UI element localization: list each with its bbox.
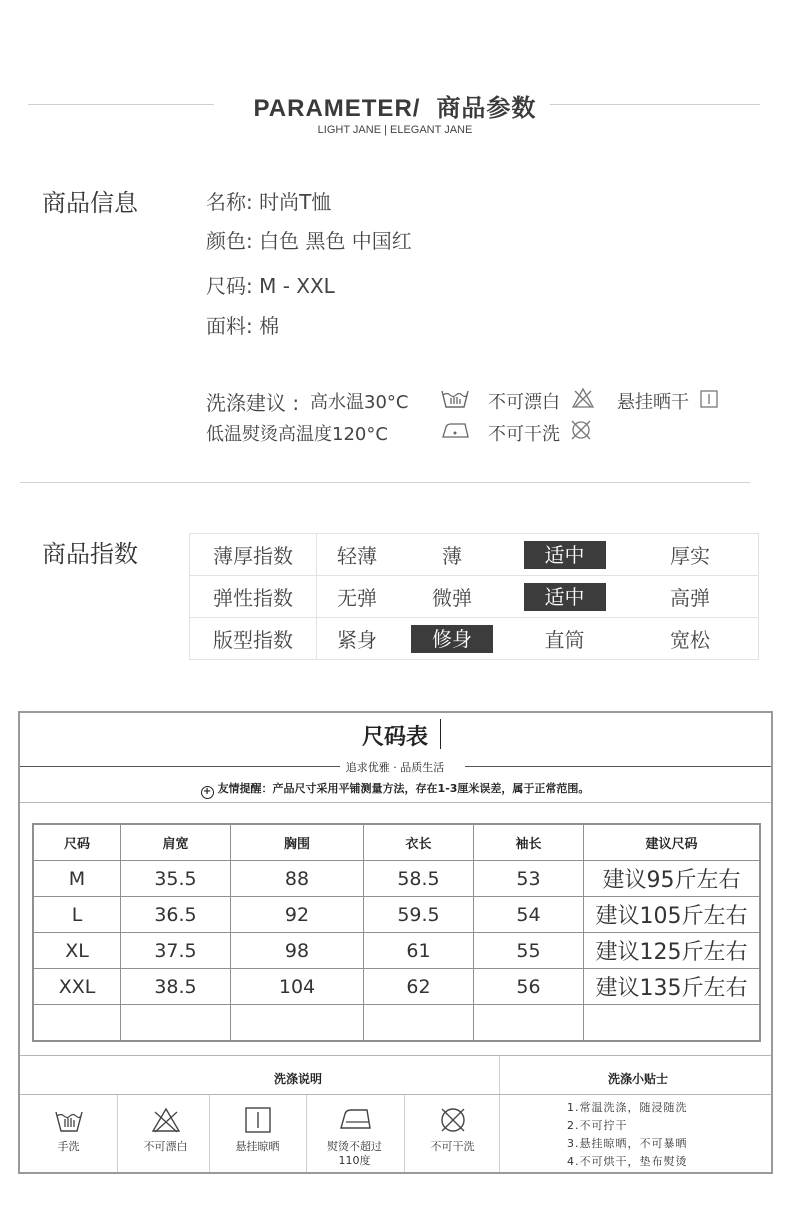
length-cell: 61 [364, 933, 474, 969]
chest-col-header: 胸围 [231, 824, 364, 861]
measure-tip [0, 780, 790, 799]
length-cell: 58.5 [364, 861, 474, 897]
product-fabric: 面料: 棉 [206, 314, 280, 338]
care-item-iron [306, 1096, 403, 1172]
shoulder-cell: 36.5 [121, 897, 231, 933]
tip-separator [20, 802, 771, 803]
care-tips-heading: 洗涤小贴士 [608, 1072, 669, 1086]
size-cell: M [33, 861, 121, 897]
no-bleach-text: 不可漂白 [488, 392, 560, 413]
care-item-no-bleach [117, 1096, 214, 1172]
no-bleach-icon [571, 387, 595, 409]
index-label: 薄厚指数 [190, 534, 317, 576]
sleeve-cell: 55 [474, 933, 584, 969]
index-option-selected: 适中 [524, 583, 606, 611]
length-cell: 59.5 [364, 897, 474, 933]
shoulder-cell: 38.5 [121, 969, 231, 1005]
title-cursor-mark [440, 719, 441, 749]
care-label-iron [306, 1140, 403, 1168]
length-col-header: 衣长 [364, 824, 474, 861]
hand-wash-icon [440, 387, 470, 409]
product-name: 名称: 时尚T恤 [206, 190, 332, 214]
sleeve-col-header: 袖长 [474, 824, 584, 861]
index-option: 微弹 [397, 576, 507, 618]
chest-cell: 104 [231, 969, 364, 1005]
care-label-no-bleach: 不可漂白 [143, 1140, 188, 1153]
shoulder-cell: 37.5 [121, 933, 231, 969]
index-row-elasticity [190, 576, 759, 618]
index-row-thickness [190, 534, 759, 576]
table-row [33, 897, 760, 933]
index-option: 薄 [397, 534, 507, 576]
care-label-iron-line1: 熨烫不超过 [327, 1140, 382, 1153]
table-row [33, 933, 760, 969]
care-label-iron-line2: 110度 [338, 1154, 371, 1167]
index-label: 弹性指数 [190, 576, 317, 618]
index-option-selected: 适中 [524, 541, 606, 569]
product-color: 颜色: 白色 黑色 中国红 [206, 229, 412, 253]
length-cell: 62 [364, 969, 474, 1005]
no-dry-clean-text: 不可干洗 [488, 424, 560, 445]
care-label-hang-dry: 悬挂晾晒 [235, 1140, 280, 1153]
section-divider [20, 482, 750, 483]
care-item-hang-dry [209, 1096, 306, 1172]
product-info-heading: 商品信息 [42, 189, 138, 217]
size-chart-title: 尺码表 [361, 725, 428, 750]
size-cell: L [33, 897, 121, 933]
index-option: 直筒 [507, 618, 622, 660]
wash-label: 洗涤建议 : [206, 391, 300, 415]
chest-cell: 98 [231, 933, 364, 969]
care-header-separator [20, 1094, 771, 1095]
index-option: 无弹 [317, 576, 398, 618]
recommend-cell: 建议135斤左右 [584, 969, 761, 1005]
size-chart-slogan: 追求优雅 · 品质生活 [345, 761, 445, 774]
hang-dry-icon [700, 390, 718, 408]
care-top-separator [20, 1055, 771, 1056]
recommend-cell: 建议125斤左右 [584, 933, 761, 969]
care-item-hand-wash [20, 1096, 117, 1172]
table-row [33, 969, 760, 1005]
index-label: 版型指数 [190, 618, 317, 660]
sleeve-cell: 53 [474, 861, 584, 897]
list-item: 4.不可烘干，垫布熨烫 [567, 1155, 688, 1168]
index-option: 厚实 [622, 534, 759, 576]
size-cell: XL [33, 933, 121, 969]
wash-water-temp: 高水温30°C [310, 392, 409, 413]
index-option: 紧身 [317, 618, 398, 660]
index-option: 宽松 [622, 618, 759, 660]
iron-icon [440, 421, 470, 439]
sleeve-cell: 56 [474, 969, 584, 1005]
index-option-selected: 修身 [411, 625, 493, 653]
index-option: 高弹 [622, 576, 759, 618]
list-item: 1.常温洗涤，随浸随洗 [567, 1101, 688, 1114]
size-cell: XXL [33, 969, 121, 1005]
table-row-empty [33, 1005, 760, 1042]
care-tips-list [567, 1099, 688, 1171]
table-row [33, 861, 760, 897]
recommend-cell: 建议105斤左右 [584, 897, 761, 933]
recommend-cell: 建议95斤左右 [584, 861, 761, 897]
hang-dry-icon [242, 1106, 274, 1134]
product-size: 尺码: M - XXL [206, 274, 335, 298]
product-index-table [189, 533, 759, 660]
hand-wash-icon [53, 1106, 85, 1134]
list-item: 3.悬挂晾晒，不可暴晒 [567, 1137, 688, 1150]
list-item: 2.不可拧干 [567, 1119, 628, 1132]
page-title [0, 88, 790, 123]
index-row-fit [190, 618, 759, 660]
care-instructions-heading: 洗涤说明 [274, 1072, 323, 1086]
size-table-header [33, 824, 760, 861]
page-title-cn: 商品参数 [436, 94, 537, 122]
index-option: 轻薄 [317, 534, 398, 576]
sleeve-cell: 54 [474, 897, 584, 933]
care-label-hand-wash: 手洗 [57, 1140, 80, 1153]
no-bleach-icon [150, 1106, 182, 1134]
wash-iron-temp: 低温熨烫高温度120°C [206, 424, 388, 445]
chest-cell: 88 [231, 861, 364, 897]
page-subtitle: LIGHT JANE | ELEGANT JANE [317, 124, 473, 136]
no-dry-clean-icon [437, 1106, 469, 1134]
product-index-heading: 商品指数 [42, 540, 138, 568]
shoulder-col-header: 肩宽 [121, 824, 231, 861]
page-title-en: PARAMETER/ [253, 95, 421, 122]
size-table [32, 823, 761, 1042]
hang-dry-text: 悬挂晒干 [617, 392, 689, 413]
shoulder-cell: 35.5 [121, 861, 231, 897]
recommend-col-header: 建议尺码 [584, 824, 761, 861]
care-label-no-dry-clean: 不可干洗 [430, 1140, 475, 1153]
plus-circle-icon: + [201, 786, 214, 799]
iron-icon [338, 1106, 372, 1134]
chest-cell: 92 [231, 897, 364, 933]
size-col-header: 尺码 [33, 824, 121, 861]
no-dry-clean-icon [570, 419, 592, 441]
measure-tip-text: 友情提醒：产品尺寸采用平铺测量方法，存在1-3厘米误差，属于正常范围。 [217, 782, 590, 795]
care-item-no-dry-clean [404, 1096, 501, 1172]
